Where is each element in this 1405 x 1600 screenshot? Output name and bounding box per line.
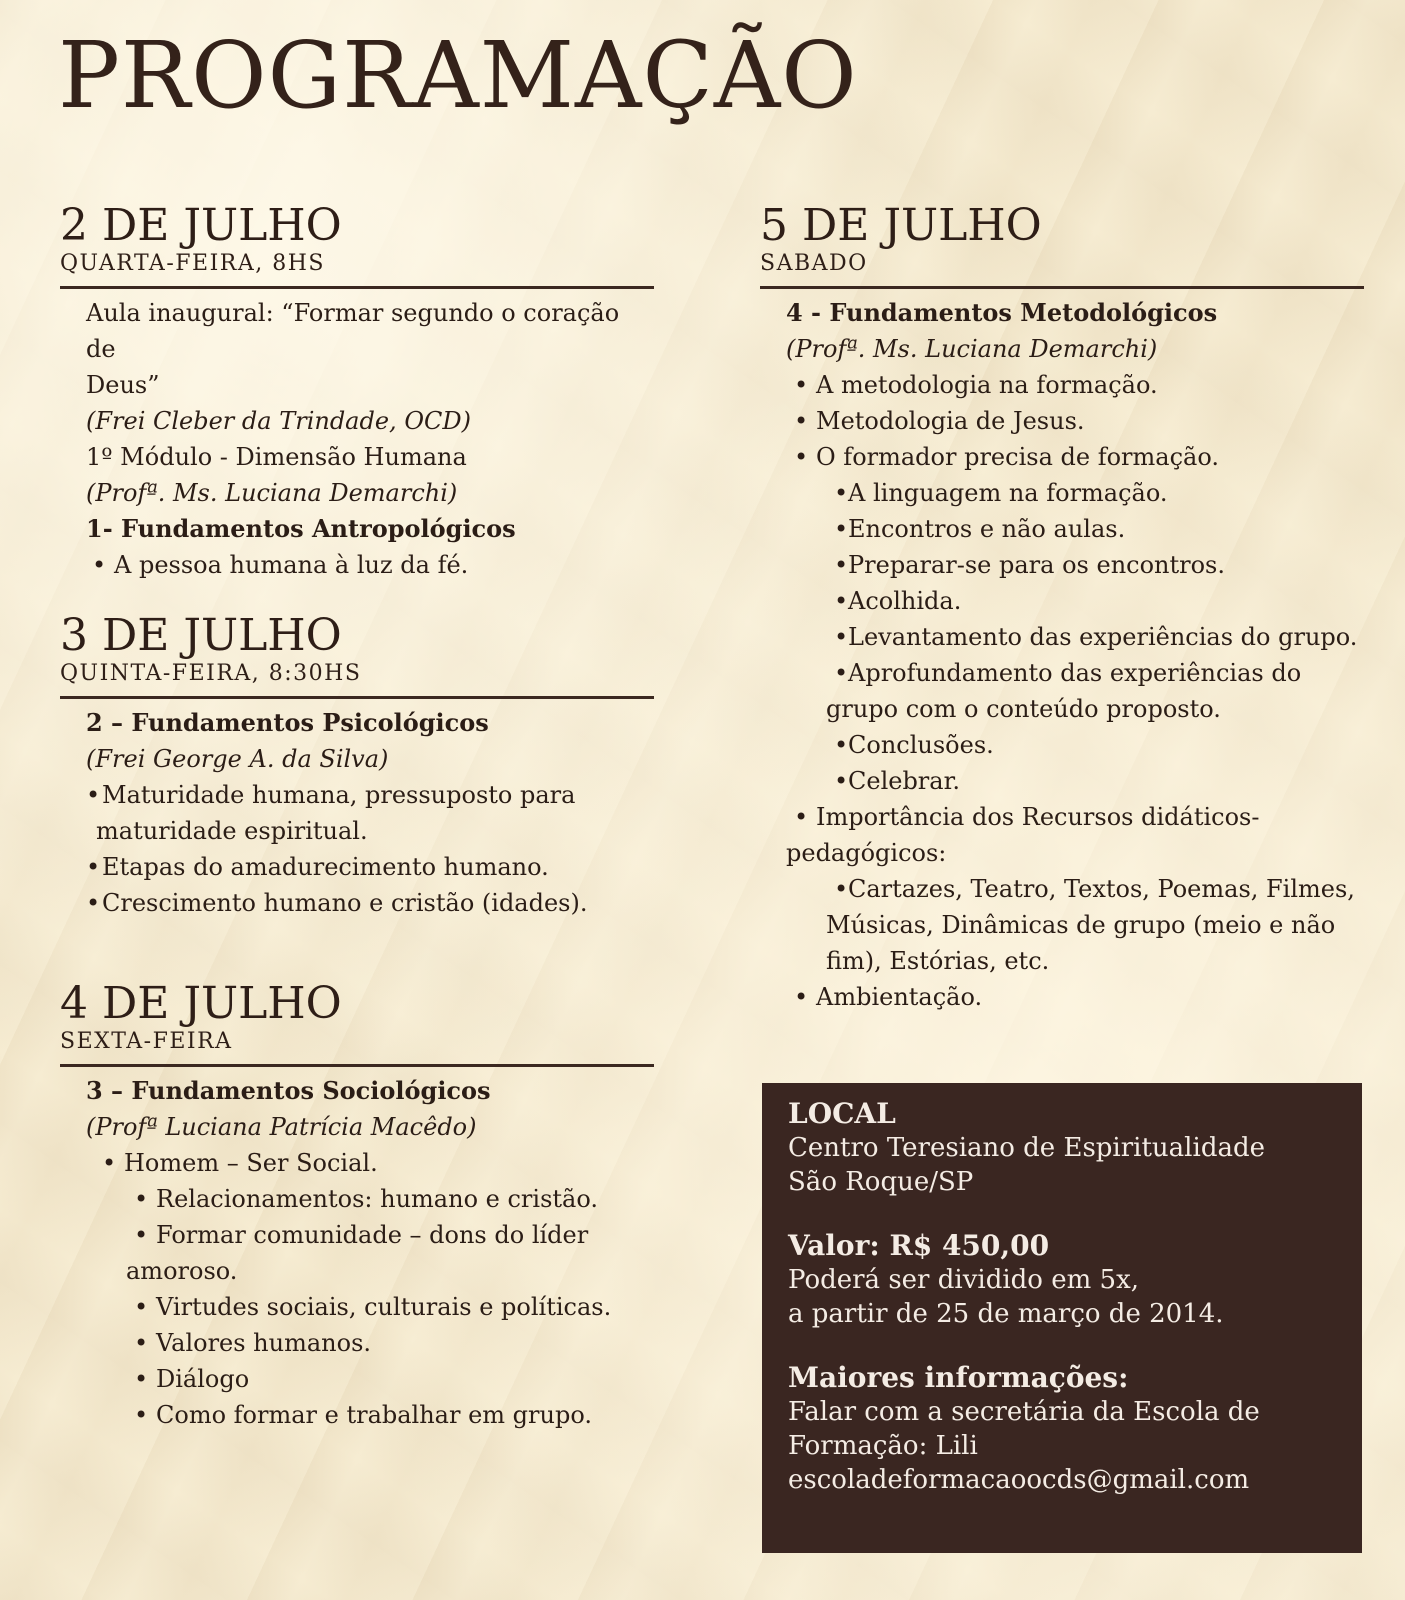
list-item (86, 1397, 654, 1433)
list-item (786, 655, 1364, 691)
list-item-text: Crescimento humano e cristão (idades). (102, 889, 588, 917)
bullet-icon: • (92, 551, 107, 579)
list-item (786, 439, 1364, 475)
list-item-text: A linguagem na formação. (848, 479, 1168, 507)
topic-heading: 2 – Fundamentos Psicológicos (86, 708, 489, 737)
day-2-date: 2 DE JULHO (60, 200, 342, 251)
info-label: Maiores informações: (788, 1361, 1129, 1394)
list-item-text: Importância dos Recursos didáticos- (816, 803, 1260, 831)
list-item (786, 511, 1364, 547)
list-item-text: Ambientação. (816, 983, 983, 1011)
list-item-text: Como formar e trabalhar em grupo. (156, 1401, 592, 1429)
day-5-section (760, 202, 1364, 1015)
day-3-date: 3 DE JULHO (60, 610, 342, 661)
bullet-icon: • (134, 1293, 149, 1321)
list-item-text: A pessoa humana à luz da fé. (114, 551, 469, 579)
list-item (86, 777, 654, 813)
list-item (786, 367, 1364, 403)
list-item-text: A metodologia na formação. (816, 371, 1158, 399)
list-item-text: Etapas do amadurecimento humano. (102, 853, 549, 881)
list-item (86, 1145, 654, 1181)
schedule-line: Aula inaugural: “Formar segundo o coração de (86, 299, 620, 363)
bullet-icon: • (834, 767, 849, 795)
speaker-line: (Frei Cleber da Trindade, OCD) (86, 407, 471, 435)
list-item-text: Conclusões. (848, 731, 994, 759)
topic-heading: 4 - Fundamentos Metodológicos (786, 298, 1218, 327)
list-item-text: Acolhida. (848, 587, 962, 615)
spacer (788, 1199, 1336, 1229)
local-label: LOCAL (788, 1097, 896, 1130)
list-item-text: Virtudes sociais, culturais e políticas. (156, 1293, 612, 1321)
info-line: Falar com a secretária da Escola de (788, 1397, 1260, 1427)
list-item-text: Cartazes, Teatro, Textos, Poemas, Filmes, (848, 875, 1355, 903)
list-item (786, 475, 1364, 511)
divider (60, 696, 654, 699)
list-item-text: Valores humanos. (156, 1329, 372, 1357)
info-line: Formação: Lili (788, 1431, 978, 1461)
bullet-icon: • (834, 623, 849, 651)
speaker-line: (Profª. Ms. Luciana Demarchi) (786, 335, 1158, 363)
day-2-weekday: QUARTA-FEIRA, 8HS (60, 251, 325, 276)
day-4-date: 4 DE JULHO (60, 978, 342, 1029)
page-title: PROGRAMAÇÃO (58, 22, 858, 129)
list-item (86, 1361, 654, 1397)
schedule-line: Deus” (86, 371, 160, 399)
list-item (786, 547, 1364, 583)
list-item-text: Preparar-se para os encontros. (848, 551, 1226, 579)
list-item (786, 583, 1364, 619)
schedule-line: 1º Módulo - Dimensão Humana (86, 443, 467, 471)
list-item (86, 1181, 654, 1217)
day-3-weekday: QUINTA-FEIRA, 8:30HS (60, 661, 362, 686)
day-5-weekday: SABADO (760, 251, 868, 276)
price-line: Poderá ser dividido em 5x, (788, 1265, 1139, 1295)
day-2-section (60, 202, 654, 583)
list-item-text: Homem – Ser Social. (124, 1149, 378, 1177)
speaker-line: (Profª. Ms. Luciana Demarchi) (86, 479, 458, 507)
list-item (786, 763, 1364, 799)
list-item-text: O formador precisa de formação. (816, 443, 1219, 471)
list-item-text: Diálogo (156, 1365, 250, 1393)
bullet-icon: • (794, 407, 809, 435)
list-item-text: Formar comunidade – dons do líder (156, 1221, 589, 1249)
bullet-icon: • (834, 515, 849, 543)
bullet-icon: • (134, 1329, 149, 1357)
list-item-continuation: Músicas, Dinâmicas de grupo (meio e não (826, 911, 1336, 939)
list-item (786, 403, 1364, 439)
speaker-line: (Frei George A. da Silva) (86, 745, 389, 773)
price-line: a partir de 25 de março de 2014. (788, 1299, 1224, 1329)
bullet-icon: • (102, 1149, 117, 1177)
bullet-icon: • (86, 781, 101, 809)
list-item (86, 1217, 654, 1253)
list-item (86, 1289, 654, 1325)
bullet-icon: • (834, 479, 849, 507)
divider (760, 286, 1364, 289)
list-item (786, 871, 1364, 907)
list-item-continuation: amoroso. (126, 1257, 238, 1285)
bullet-icon: • (794, 443, 809, 471)
list-item-continuation: maturidade espiritual. (96, 817, 368, 845)
bullet-icon: • (134, 1221, 149, 1249)
list-item-text: Encontros e não aulas. (848, 515, 1126, 543)
divider (60, 286, 654, 289)
bullet-icon: • (794, 371, 809, 399)
list-item (86, 849, 654, 885)
bullet-icon: • (834, 659, 849, 687)
bullet-icon: • (134, 1401, 149, 1429)
list-item-continuation: grupo com o conteúdo proposto. (826, 695, 1221, 723)
list-item-text: Aprofundamento das experiências do (848, 659, 1302, 687)
list-item (86, 547, 654, 583)
list-item (786, 799, 1364, 835)
bullet-icon: • (134, 1365, 149, 1393)
bullet-icon: • (86, 889, 101, 917)
bullet-icon: • (834, 875, 849, 903)
info-box (762, 1083, 1362, 1553)
day-4-weekday: SEXTA-FEIRA (60, 1029, 233, 1054)
list-item (786, 727, 1364, 763)
list-item-continuation: pedagógicos: (786, 839, 947, 867)
topic-heading: 3 – Fundamentos Sociológicos (86, 1076, 491, 1105)
bullet-icon: • (834, 551, 849, 579)
bullet-icon: • (794, 803, 809, 831)
list-item-text: Celebrar. (848, 767, 961, 795)
divider (60, 1064, 654, 1067)
email-link[interactable]: escoladeformacaoocds@gmail.com (788, 1465, 1250, 1495)
list-item-text: Relacionamentos: humano e cristão. (156, 1185, 598, 1213)
bullet-icon: • (86, 853, 101, 881)
spacer (788, 1331, 1336, 1361)
list-item-text: Metodologia de Jesus. (816, 407, 1085, 435)
price-label: Valor: R$ 450,00 (788, 1229, 1050, 1262)
day-5-date: 5 DE JULHO (760, 200, 1042, 251)
list-item-text: Maturidade humana, pressuposto para (102, 781, 576, 809)
list-item (86, 1325, 654, 1361)
list-item (786, 979, 1364, 1015)
list-item (86, 885, 654, 921)
list-item-continuation: fim), Estórias, etc. (826, 947, 1050, 975)
bullet-icon: • (834, 731, 849, 759)
bullet-icon: • (134, 1185, 149, 1213)
local-line: São Roque/SP (788, 1167, 974, 1197)
speaker-line: (Profª Luciana Patrícia Macêdo) (86, 1113, 477, 1141)
day-3-section (60, 612, 654, 921)
day-4-section (60, 980, 654, 1433)
bullet-icon: • (834, 587, 849, 615)
topic-heading: 1- Fundamentos Antropológicos (86, 514, 516, 543)
bullet-icon: • (794, 983, 809, 1011)
list-item-text: Levantamento das experiências do grupo. (848, 623, 1358, 651)
local-line: Centro Teresiano de Espiritualidade (788, 1133, 1265, 1163)
list-item (786, 619, 1364, 655)
